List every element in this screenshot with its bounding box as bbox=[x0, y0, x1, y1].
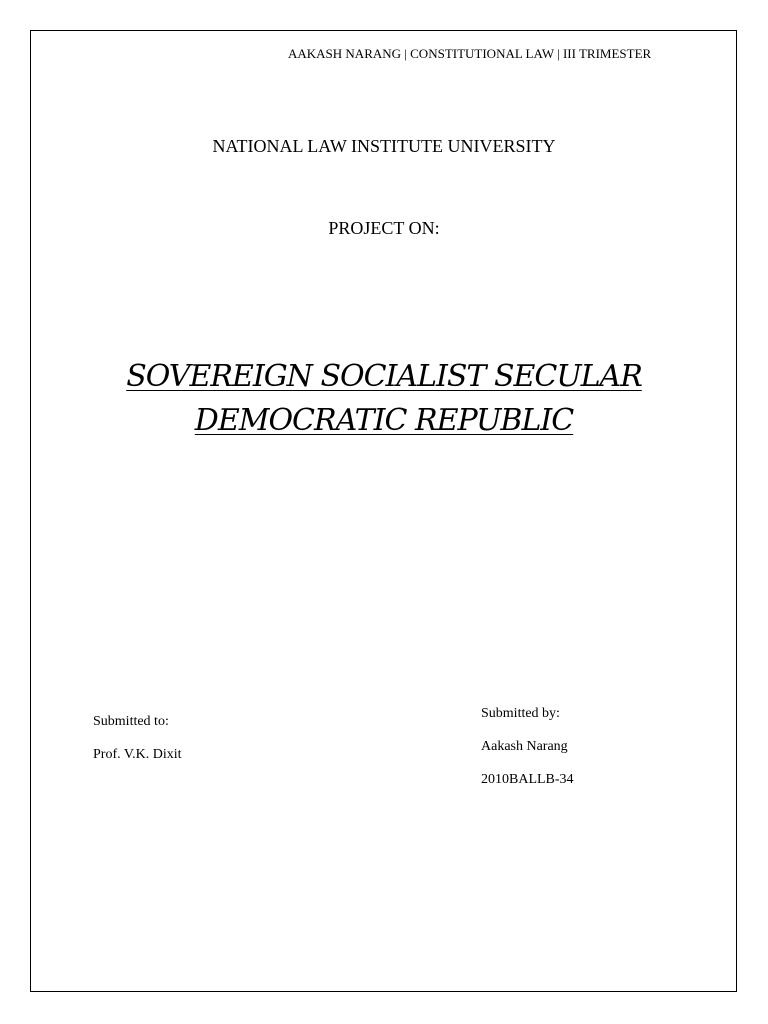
page-border bbox=[30, 30, 737, 992]
submitted-by-roll: 2010BALLB-34 bbox=[481, 772, 574, 787]
running-header: AAKASH NARANG | CONSTITUTIONAL LAW | III TRIMESTER bbox=[288, 46, 652, 61]
submitted-to-block bbox=[93, 714, 182, 780]
submitted-by-block bbox=[481, 706, 574, 805]
project-title-line-2: DEMOCRATIC REPUBLIC bbox=[194, 403, 574, 438]
project-title bbox=[0, 355, 768, 443]
submitted-to-name: Prof. V.K. Dixit bbox=[93, 747, 182, 762]
university-name: NATIONAL LAW INSTITUTE UNIVERSITY bbox=[212, 136, 556, 156]
submitted-by-label: Submitted by: bbox=[481, 706, 560, 721]
project-title-line-1: SOVEREIGN SOCIALIST SECULAR bbox=[126, 359, 642, 394]
project-label: PROJECT ON: bbox=[328, 218, 440, 238]
submitted-to-label: Submitted to: bbox=[93, 714, 169, 729]
submitted-by-name: Aakash Narang bbox=[481, 739, 568, 754]
